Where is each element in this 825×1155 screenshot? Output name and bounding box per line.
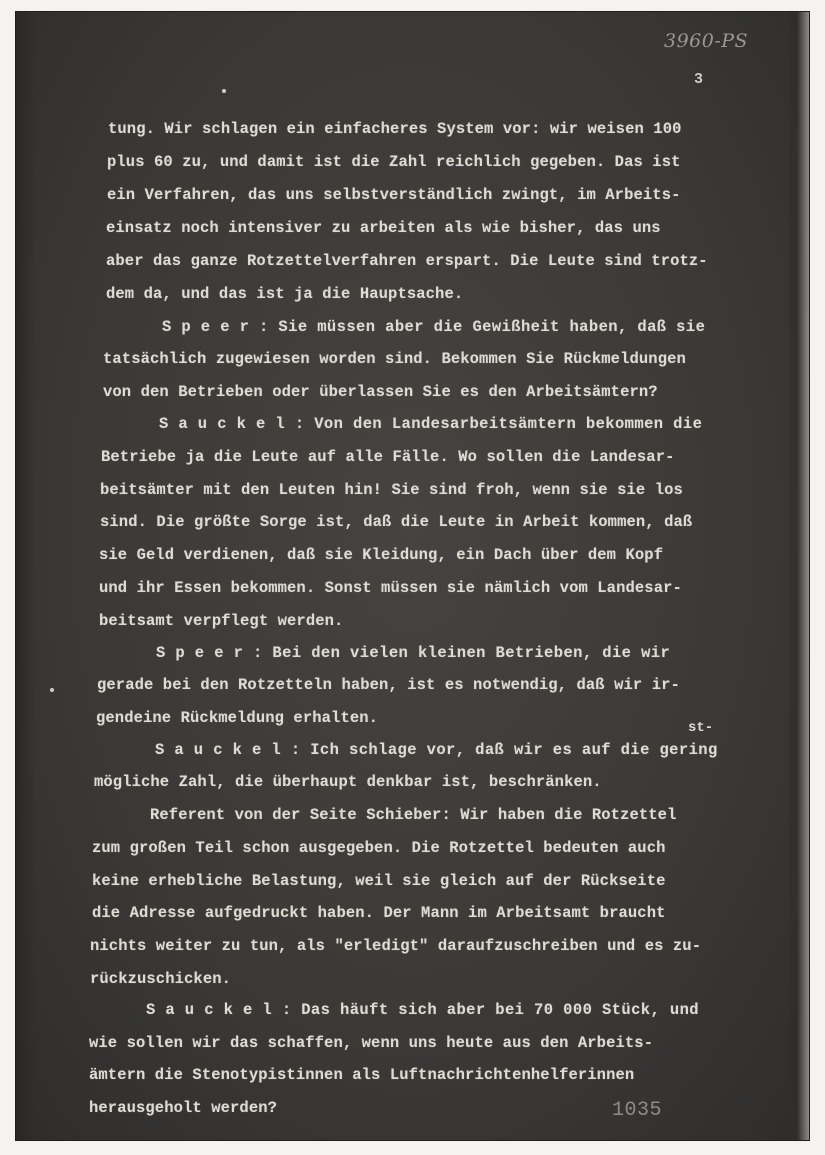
margin-note: st- [688, 720, 714, 736]
text-line: keine erhebliche Belastung, weil sie gleich auf der Rückseite [92, 872, 666, 890]
text-line: und ihr Essen bekommen. Sonst müssen sie nämlich vom Landesar- [99, 579, 682, 597]
text-line: tatsächlich zugewiesen worden sind. Bekommen Sie Rückmeldungen [103, 350, 686, 368]
text-line: sind. Die größte Sorge ist, daß die Leute in Arbeit kommen, daß [100, 513, 693, 531]
text-line: mögliche Zahl, die überhaupt denkbar ist, beschränken. [94, 773, 602, 791]
speaker-line-sauckel: S a u c k e l : Ich schlage vor, daß wir es auf die gering [155, 741, 718, 759]
text-line: plus 60 zu, und damit ist die Zahl reichlich gegeben. Das ist [107, 153, 681, 171]
text-line: Betriebe ja die Leute auf alle Fälle. Wo sollen die Landesar- [101, 448, 675, 466]
page-shadow-left [16, 12, 36, 1140]
text-line: einsatz noch intensiver zu arbeiten als wie bisher, das uns [106, 219, 661, 237]
text-line: nichts weiter zu tun, als "erledigt" daraufzuschreiben und es zu- [90, 937, 702, 955]
text-line: beitsamt verpflegt werden. [99, 612, 344, 630]
text-line: ämtern die Stenotypistinnen als Luftnachrichtenhelferinnen [89, 1066, 635, 1084]
speaker-line-sauckel: S a u c k e l : Das häuft sich aber bei 70 000 Stück, und [146, 1001, 699, 1019]
text-line: die Adresse aufgedruckt haben. Der Mann im Arbeitsamt braucht [92, 904, 666, 922]
speaker-line-sauckel: S a u c k e l : Von den Landesarbeitsämtern bekommen die [159, 415, 703, 433]
page-edge-right [789, 12, 809, 1140]
text-line: aber das ganze Rotzettelverfahren erspart. Die Leute sind trotz- [106, 252, 708, 270]
text-line: tung. Wir schlagen ein einfacheres System vor: wir weisen 100 [108, 120, 682, 138]
footer-number: 1035 [612, 1099, 663, 1122]
dust-speck [50, 688, 54, 692]
text-line: gerade bei den Rotzetteln haben, ist es notwendig, daß wir ir- [97, 676, 680, 694]
speaker-line-speer: S p e e r : Bei den vielen kleinen Betrieben, die wir [156, 644, 671, 662]
speaker-line-referent: Referent von der Seite Schieber: Wir haben die Rotzettel [150, 806, 677, 824]
text-line: wie sollen wir das schaffen, wenn uns heute aus den Arbeits- [89, 1034, 654, 1052]
page-number: 3 [694, 71, 704, 88]
text-line: dem da, und das ist ja die Hauptsache. [106, 285, 464, 303]
text-line: herausgeholt werden? [89, 1099, 278, 1117]
dust-speck [222, 89, 226, 93]
text-line: beitsämter mit den Leuten hin! Sie sind froh, wenn sie sie los [100, 481, 683, 499]
archive-number: 3960-PS [664, 30, 749, 52]
text-line: von den Betrieben oder überlassen Sie es den Arbeitsämtern? [103, 383, 658, 401]
speaker-line-speer: S p e e r : Sie müssen aber die Gewißheit haben, daß sie [162, 318, 706, 336]
text-line: ein Verfahren, das uns selbstverständlich zwingt, im Arbeits- [107, 186, 681, 204]
text-line: rückzuschicken. [90, 970, 232, 988]
text-line: zum großen Teil schon ausgegeben. Die Rotzettel bedeuten auch [92, 839, 666, 857]
text-line: sie Geld verdienen, daß sie Kleidung, ein Dach über dem Kopf [99, 546, 664, 564]
text-line: gendeine Rückmeldung erhalten. [96, 709, 379, 727]
